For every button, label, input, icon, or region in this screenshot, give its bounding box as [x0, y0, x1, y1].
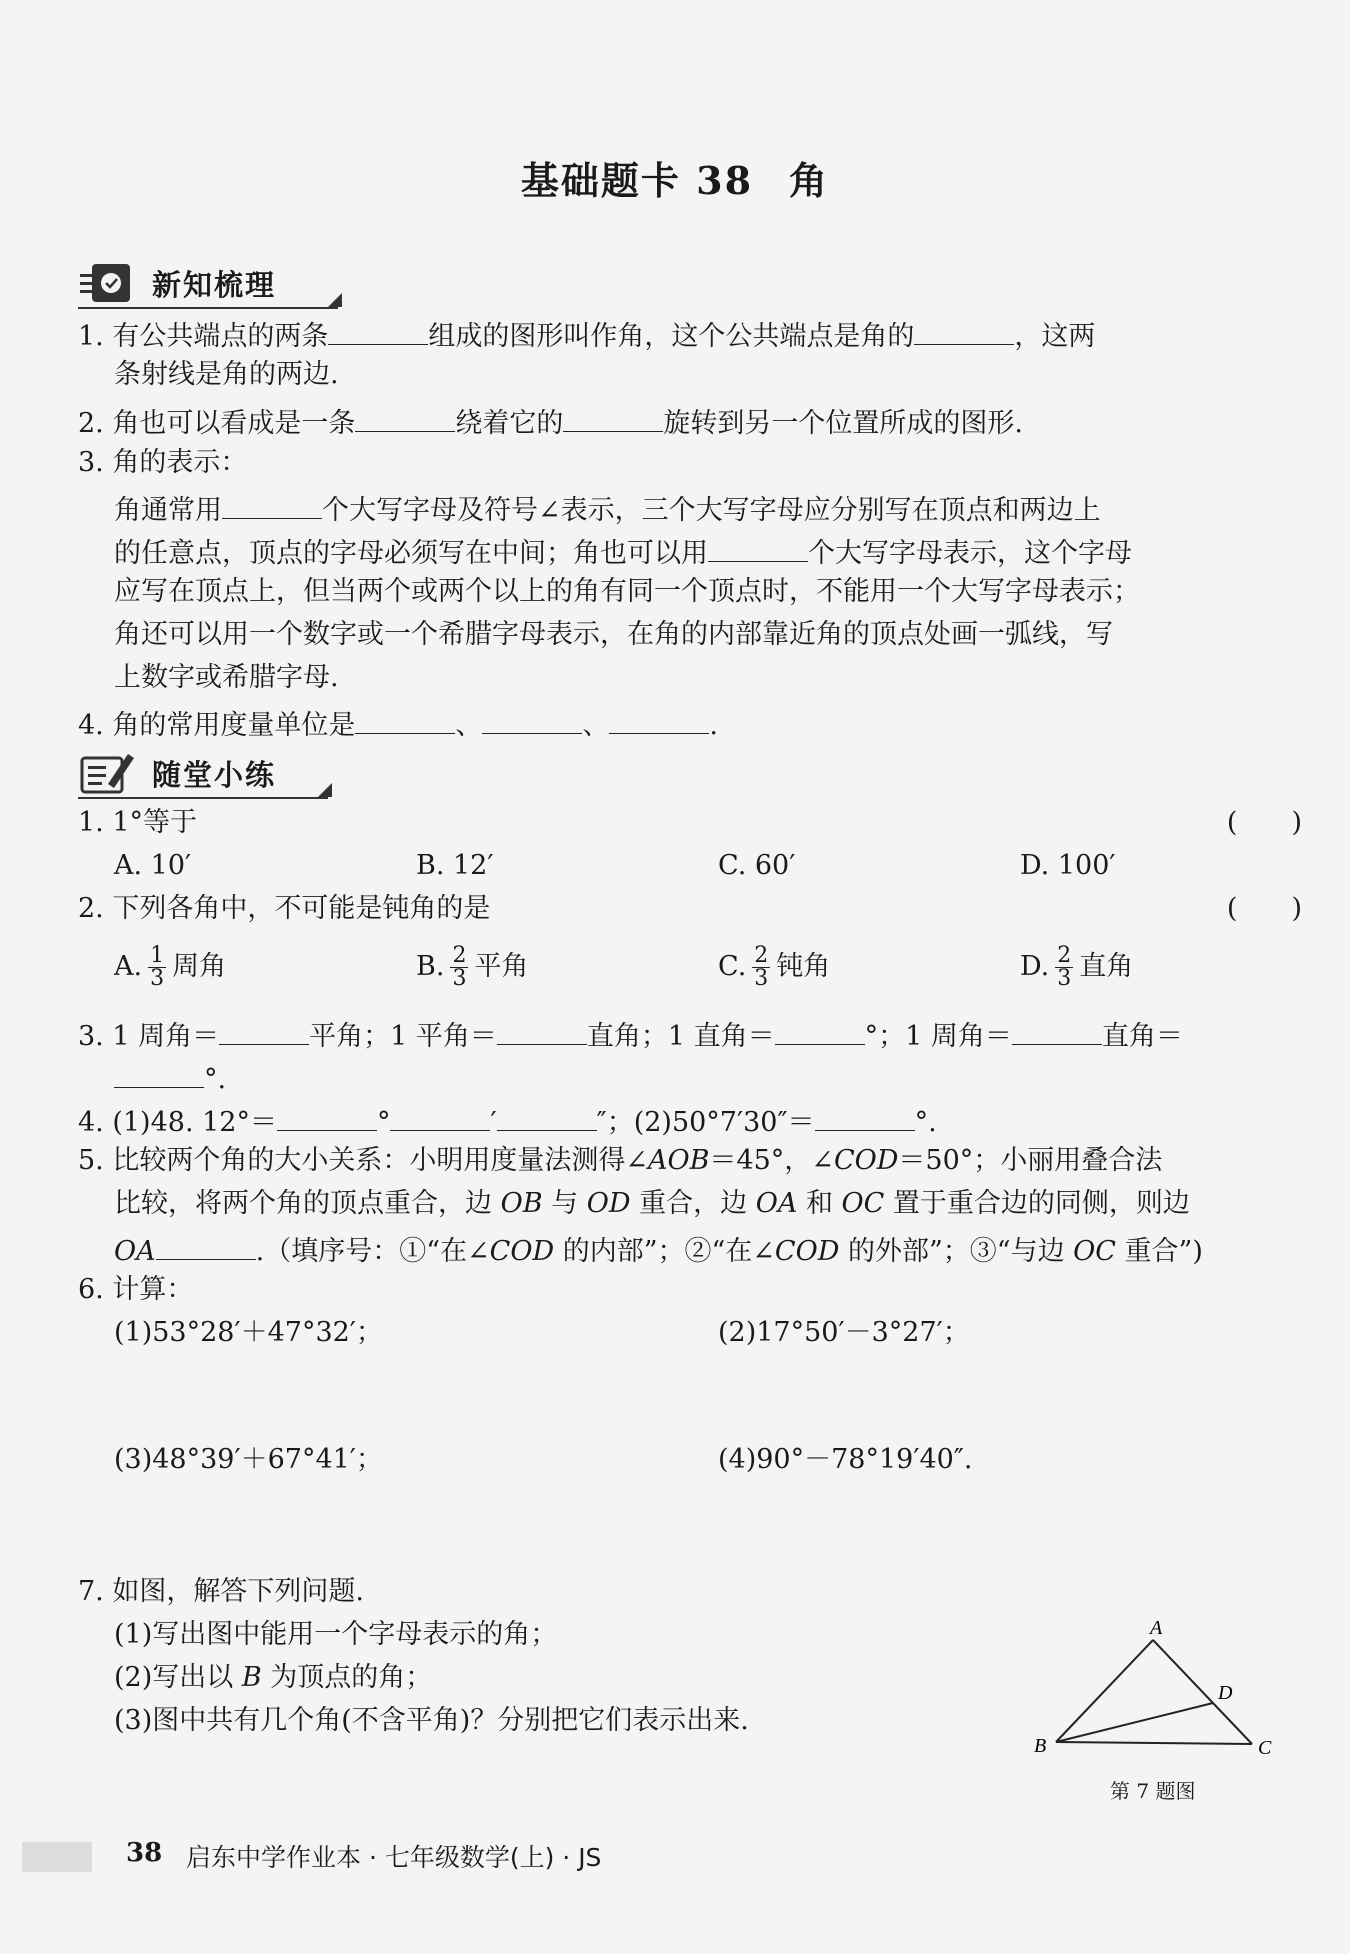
- page-title: 基础题卡 38 角: [520, 158, 830, 203]
- option-b: B. $\frac{2}{3}$ 平角: [416, 943, 529, 991]
- label-d: D: [1218, 1682, 1233, 1704]
- practice-q5-line-b: 比较，将两个角的顶点重合，边 OB 与 OD 重合，边 OA 和 OC 置于重合边的同侧，则边: [114, 1188, 1190, 1219]
- book-title: 启东中学作业本 · 七年级数学(上) · JS: [186, 1843, 602, 1872]
- option-a: A. $\frac{1}{3}$ 周角: [114, 943, 227, 991]
- option-c: C. $\frac{2}{3}$ 钝角: [718, 943, 831, 991]
- section-label: 新知梳理: [152, 267, 277, 302]
- practice-q3-cont: °.: [114, 1055, 226, 1100]
- blank: [1012, 1012, 1102, 1045]
- label-b: B: [1034, 1735, 1047, 1757]
- option-b: B. 12′: [416, 850, 494, 881]
- q7-sub-3: (3)图中共有几个角(不含平角)？分别把它们表示出来.: [114, 1705, 749, 1736]
- blank: [114, 1055, 204, 1088]
- option-c: C. 60′: [718, 850, 796, 881]
- blank: [328, 312, 428, 345]
- blank: [563, 399, 663, 432]
- practice-q5: 5. 比较两个角的大小关系：小明用度量法测得∠AOB＝45°，∠COD＝50°；小丽用叠合法: [78, 1145, 1163, 1176]
- knowledge-item-3-line-c: 的任意点，顶点的字母必须写在中间；角也可以用 个大写字母表示，这个字母: [114, 529, 1132, 574]
- page-footer: [0, 1838, 1350, 1878]
- practice-q7: 7. 如图，解答下列问题.: [78, 1576, 364, 1607]
- section-label: 随堂小练: [152, 757, 277, 792]
- answer-paren: ( ): [1226, 807, 1302, 838]
- calc-item-1: (1)53°28′＋47°32′；: [114, 1317, 383, 1348]
- section-underline: [78, 307, 338, 309]
- blank: [497, 1012, 587, 1045]
- option-d: D. $\frac{2}{3}$ 直角: [1020, 943, 1134, 991]
- knowledge-item-3: 3. 角的表示：: [78, 447, 248, 478]
- calc-item-3: (3)48°39′＋67°41′；: [114, 1444, 383, 1475]
- blank: [277, 1098, 377, 1131]
- triangle-figure: [1020, 1600, 1290, 1770]
- blank: [482, 701, 582, 734]
- side-ac: [1153, 1640, 1252, 1744]
- blank: [222, 486, 322, 519]
- blank: [156, 1227, 256, 1260]
- knowledge-item-3-line-f: 上数字或希腊字母.: [114, 662, 339, 693]
- knowledge-item-3-line-b: 角通常用 个大写字母及符号∠表示，三个大写字母应分别写在顶点和两边上: [114, 486, 1101, 531]
- knowledge-item-3-line-d: 应写在顶点上，但当两个或两个以上的角有同一个顶点时，不能用一个大写字母表示；: [114, 576, 1140, 607]
- label-c: C: [1258, 1737, 1272, 1759]
- knowledge-item-2: 2. 角也可以看成是一条 绕着它的 旋转到另一个位置所成的图形.: [78, 399, 1023, 444]
- knowledge-item-3-line-e: 角还可以用一个数字或一个希腊字母表示，在角的内部靠近角的顶点处画一弧线，写: [114, 619, 1113, 650]
- section-corner: [318, 783, 332, 797]
- page-number: 38: [126, 1838, 163, 1868]
- figure-caption: 第 7 题图: [1110, 1779, 1196, 1803]
- blank: [219, 1012, 309, 1045]
- footer-tab: [22, 1842, 92, 1872]
- section-corner: [328, 293, 342, 307]
- option-d: D. 100′: [1020, 850, 1116, 881]
- blank: [708, 529, 808, 562]
- calc-item-2: (2)17°50′－3°27′；: [718, 1317, 970, 1348]
- answer-paren: ( ): [1226, 893, 1302, 924]
- knowledge-item-1: 1. 有公共端点的两条 组成的图形叫作角，这个公共端点是角的 ，这两: [78, 312, 1095, 357]
- knowledge-item-4: 4. 角的常用度量单位是 、 、 .: [78, 701, 718, 746]
- blank: [355, 701, 455, 734]
- pencil-note-icon: [78, 748, 138, 798]
- knowledge-item-1-cont: 条射线是角的两边.: [114, 359, 339, 390]
- blank: [355, 399, 455, 432]
- q7-sub-2: (2)写出以 B 为顶点的角；: [114, 1662, 433, 1693]
- practice-q3: 3. 1 周角＝ 平角；1 平角＝ 直角；1 直角＝ °；1 周角＝ 直角＝: [78, 1012, 1183, 1057]
- segment-bd: [1056, 1703, 1213, 1742]
- blank: [815, 1098, 915, 1131]
- practice-q2: 2. 下列各角中，不可能是钝角的是: [78, 893, 491, 924]
- section-header-knowledge: [78, 255, 348, 311]
- practice-q6: 6. 计算：: [78, 1274, 194, 1305]
- blank: [497, 1098, 597, 1131]
- practice-q4: 4. (1)48. 12°＝ ° ′ ″；(2)50°7′30″＝ °.: [78, 1098, 937, 1143]
- section-header-practice: [78, 745, 338, 801]
- option-a: A. 10′: [114, 850, 192, 881]
- calc-item-4: (4)90°－78°19′40″.: [718, 1444, 973, 1475]
- blank: [609, 701, 709, 734]
- blank: [914, 312, 1014, 345]
- practice-q5-line-c: OA .（填序号：①“在∠COD 的内部”；②“在∠COD 的外部”；③“与边 OC 重合”): [114, 1227, 1203, 1272]
- label-a: A: [1150, 1617, 1163, 1639]
- section-underline: [78, 797, 328, 799]
- blank: [775, 1012, 865, 1045]
- side-bc: [1056, 1742, 1252, 1744]
- side-ab: [1056, 1640, 1153, 1742]
- notebook-icon: [78, 258, 138, 308]
- practice-q1: 1. 1°等于: [78, 807, 198, 838]
- blank: [390, 1098, 490, 1131]
- q7-sub-1: (1)写出图中能用一个字母表示的角；: [114, 1619, 558, 1650]
